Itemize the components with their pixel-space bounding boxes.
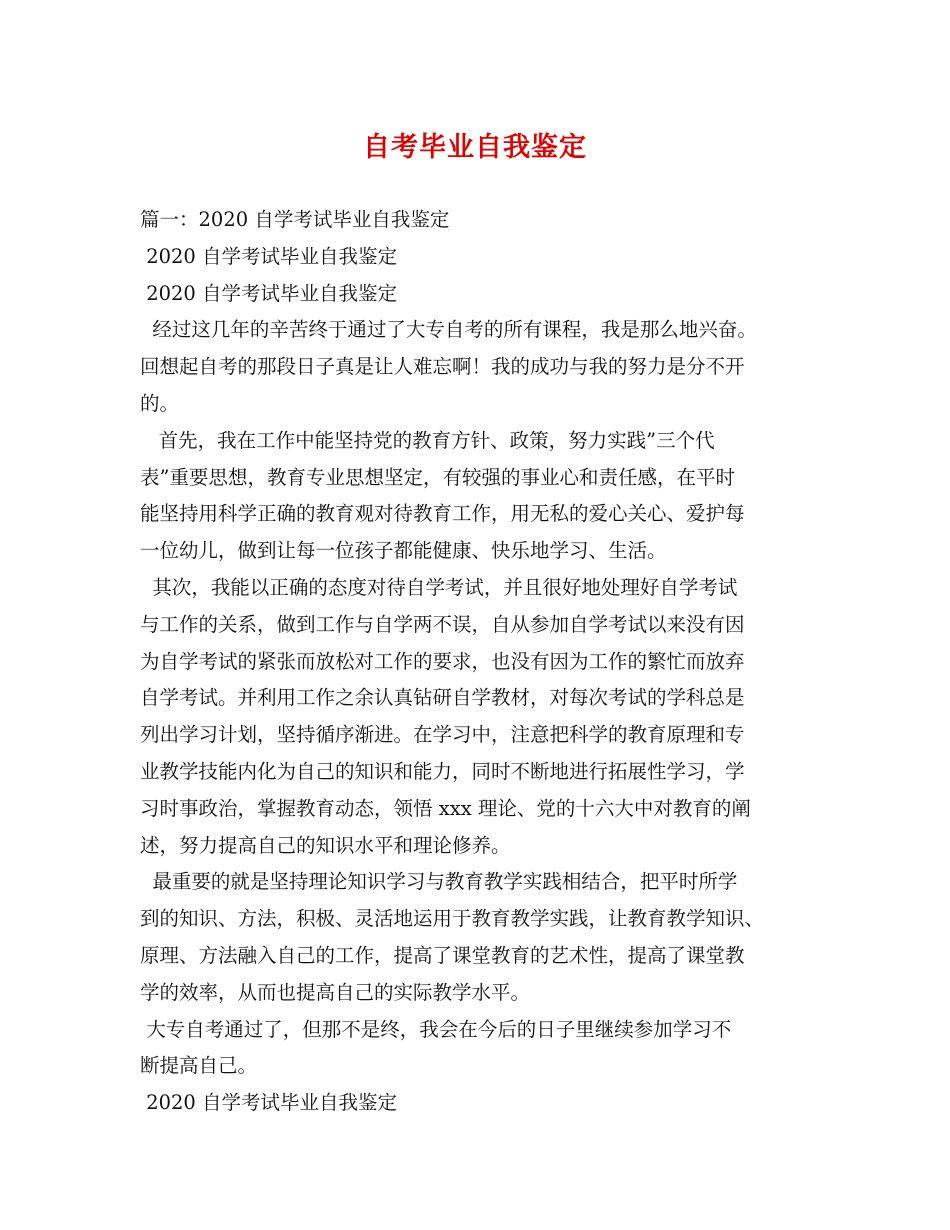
text-line: 2020 自学考试毕业自我鉴定 <box>140 1091 398 1115</box>
text-line: 经过这几年的辛苦终于通过了大专自考的所有课程，我是那么地兴奋。 <box>140 318 757 342</box>
text-line: 能坚持用科学正确的教育观对待教育工作，用无私的爱心关心、爱护每 <box>140 502 745 526</box>
text-line: 首先，我在工作中能坚持党的教育方针、政策，努力实践”三个代 <box>140 428 715 452</box>
text-line: 2020 自学考试毕业自我鉴定 <box>140 281 398 305</box>
text-line: 2020 自学考试毕业自我鉴定 <box>140 244 398 268</box>
text-line: 断提高自己。 <box>140 1054 258 1078</box>
text-line: 习时事政治，掌握教育动态，领悟 xxx 理论、党的十六大中对教育的阐 <box>140 796 751 820</box>
text-line: 大专自考通过了，但那不是终，我会在今后的日子里继续参加学习不 <box>140 1017 732 1041</box>
text-line: 自学考试。并利用工作之余认真钻研自学教材，对每次考试的学科总是 <box>140 686 745 710</box>
text-line: 到的知识、方法，积极、灵活地运用于教育教学实践，让教育教学知识、 <box>140 907 765 931</box>
text-line: 篇一：2020 自学考试毕业自我鉴定 <box>140 208 450 231</box>
text-line: 与工作的关系，做到工作与自学两不误，自从参加自学考试以来没有因 <box>140 612 745 636</box>
text-line: 列出学习计划，坚持循序渐进。在学习中，注意把科学的教育原理和专 <box>140 723 745 747</box>
text-line: 为自学考试的紧张而放松对工作的要求，也没有因为工作的繁忙而放弃 <box>140 649 745 673</box>
text-line: 表”重要思想，教育专业思想坚定，有较强的事业心和责任感，在平时 <box>140 465 735 489</box>
text-line: 业教学技能内化为自己的知识和能力，同时不断地进行拓展性学习，学 <box>140 759 745 783</box>
text-line: 述，努力提高自己的知识水平和理论修养。 <box>140 833 511 857</box>
text-line: 其次，我能以正确的态度对待自学考试，并且很好地处理好自学考试 <box>140 575 738 599</box>
document-body <box>140 202 820 1122</box>
text-line: 回想起自考的那段日子真是让人难忘啊！我的成功与我的努力是分不开 <box>140 355 745 379</box>
text-line: 学的效率，从而也提高自己的实际教学水平。 <box>140 980 531 1004</box>
text-line: 一位幼儿，做到让每一位孩子都能健康、快乐地学习、生活。 <box>140 539 667 563</box>
text-line: 原理、方法融入自己的工作，提高了课堂教育的艺术性，提高了课堂教 <box>140 943 745 967</box>
text-line: 的。 <box>140 391 180 415</box>
document-title: 自考毕业自我鉴定 <box>363 132 587 163</box>
text-line: 最重要的就是坚持理论知识学习与教育教学实践相结合，把平时所学 <box>140 870 738 894</box>
